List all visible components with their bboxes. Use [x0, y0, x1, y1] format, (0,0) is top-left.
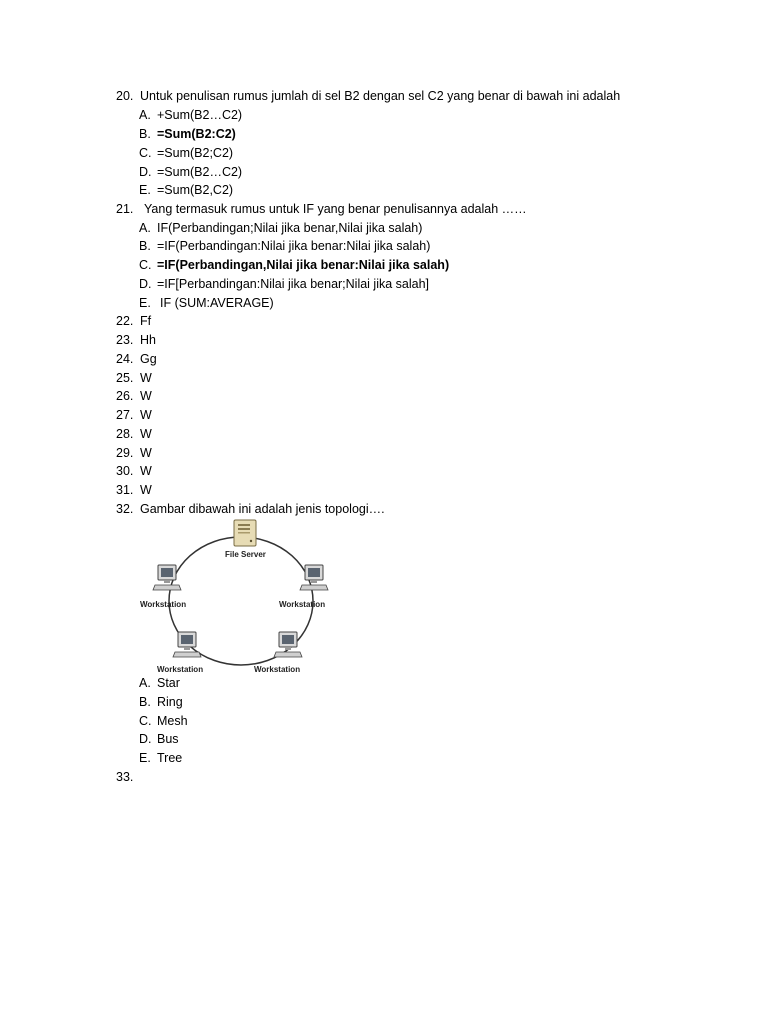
- option-letter: E.: [139, 183, 151, 197]
- question-text: W: [140, 464, 152, 478]
- question-text: Yang termasuk rumus untuk IF yang benar penulisannya adalah ……: [144, 202, 527, 216]
- question-text: Gg: [140, 352, 157, 366]
- workstation-label: Workstation: [157, 665, 204, 672]
- workstation-icon: [274, 632, 302, 657]
- file-server-icon: [234, 520, 256, 546]
- option-letter: B.: [139, 239, 151, 253]
- option-text: +Sum(B2…C2): [157, 108, 243, 122]
- option-letter: E.: [139, 751, 151, 765]
- workstation-label: Workstation: [140, 600, 187, 609]
- file-server-label: File Server: [225, 550, 266, 559]
- option-text: =Sum(B2…C2): [157, 165, 243, 179]
- question-text: W: [140, 483, 152, 497]
- option-letter: A.: [139, 221, 151, 235]
- question-number: 23.: [116, 333, 134, 347]
- option-text: Star: [157, 676, 180, 690]
- workstation-label: Workstation: [279, 600, 326, 609]
- option-text: =Sum(B2;C2): [157, 146, 234, 160]
- option-letter: D.: [139, 165, 152, 179]
- option-letter: D.: [139, 732, 152, 746]
- option-text: =Sum(B2:C2): [157, 127, 236, 141]
- option-text: IF(Perbandingan;Nilai jika benar,Nilai jika salah): [157, 221, 423, 235]
- question-text: Gambar dibawah ini adalah jenis topologi….: [140, 502, 385, 516]
- question-text: W: [140, 446, 152, 460]
- workstation-icon: [153, 565, 181, 590]
- question-number: 31.: [116, 483, 134, 497]
- question-number: 28.: [116, 427, 134, 441]
- option-letter: E.: [139, 296, 151, 310]
- question-text: Untuk penulisan rumus jumlah di sel B2 dengan sel C2 yang benar di bawah ini adalah: [140, 89, 621, 103]
- question-number: 30.: [116, 464, 134, 478]
- option-text: Ring: [157, 695, 183, 709]
- option-text: Bus: [157, 732, 179, 746]
- option-letter: D.: [139, 277, 152, 291]
- question-text: W: [140, 408, 152, 422]
- question-text: Hh: [140, 333, 156, 347]
- option-letter: C.: [139, 714, 152, 728]
- question-number: 29.: [116, 446, 134, 460]
- question-number: 32.: [116, 502, 134, 516]
- question-number: 24.: [116, 352, 134, 366]
- option-text: IF (SUM:AVERAGE): [160, 296, 274, 310]
- option-text: =Sum(B2,C2): [157, 183, 234, 197]
- workstation-label: Workstation: [254, 665, 301, 672]
- option-letter: A.: [139, 676, 151, 690]
- ring-topology-figure: [139, 519, 335, 672]
- option-letter: A.: [139, 108, 151, 122]
- option-letter: C.: [139, 146, 152, 160]
- question-number: 21.: [116, 202, 134, 216]
- workstation-icon: [173, 632, 201, 657]
- question-number: 33.: [116, 770, 134, 784]
- topology-diagram: [139, 519, 335, 672]
- option-text: =IF(Perbandingan:Nilai jika benar:Nilai jika salah): [157, 239, 431, 253]
- option-text: =IF(Perbandingan,Nilai jika benar:Nilai jika salah): [157, 258, 450, 272]
- question-text: W: [140, 389, 152, 403]
- question-number: 27.: [116, 408, 134, 422]
- question-number: 26.: [116, 389, 134, 403]
- option-text: Mesh: [157, 714, 188, 728]
- question-number: 22.: [116, 314, 134, 328]
- option-letter: B.: [139, 127, 151, 141]
- option-letter: C.: [139, 258, 152, 272]
- option-text: Tree: [157, 751, 183, 765]
- question-text: W: [140, 427, 152, 441]
- option-text: =IF[Perbandingan:Nilai jika benar;Nilai jika salah]: [157, 277, 430, 291]
- question-number: 20.: [116, 89, 134, 103]
- question-text: W: [140, 371, 152, 385]
- question-text: Ff: [140, 314, 152, 328]
- question-number: 25.: [116, 371, 134, 385]
- option-letter: B.: [139, 695, 151, 709]
